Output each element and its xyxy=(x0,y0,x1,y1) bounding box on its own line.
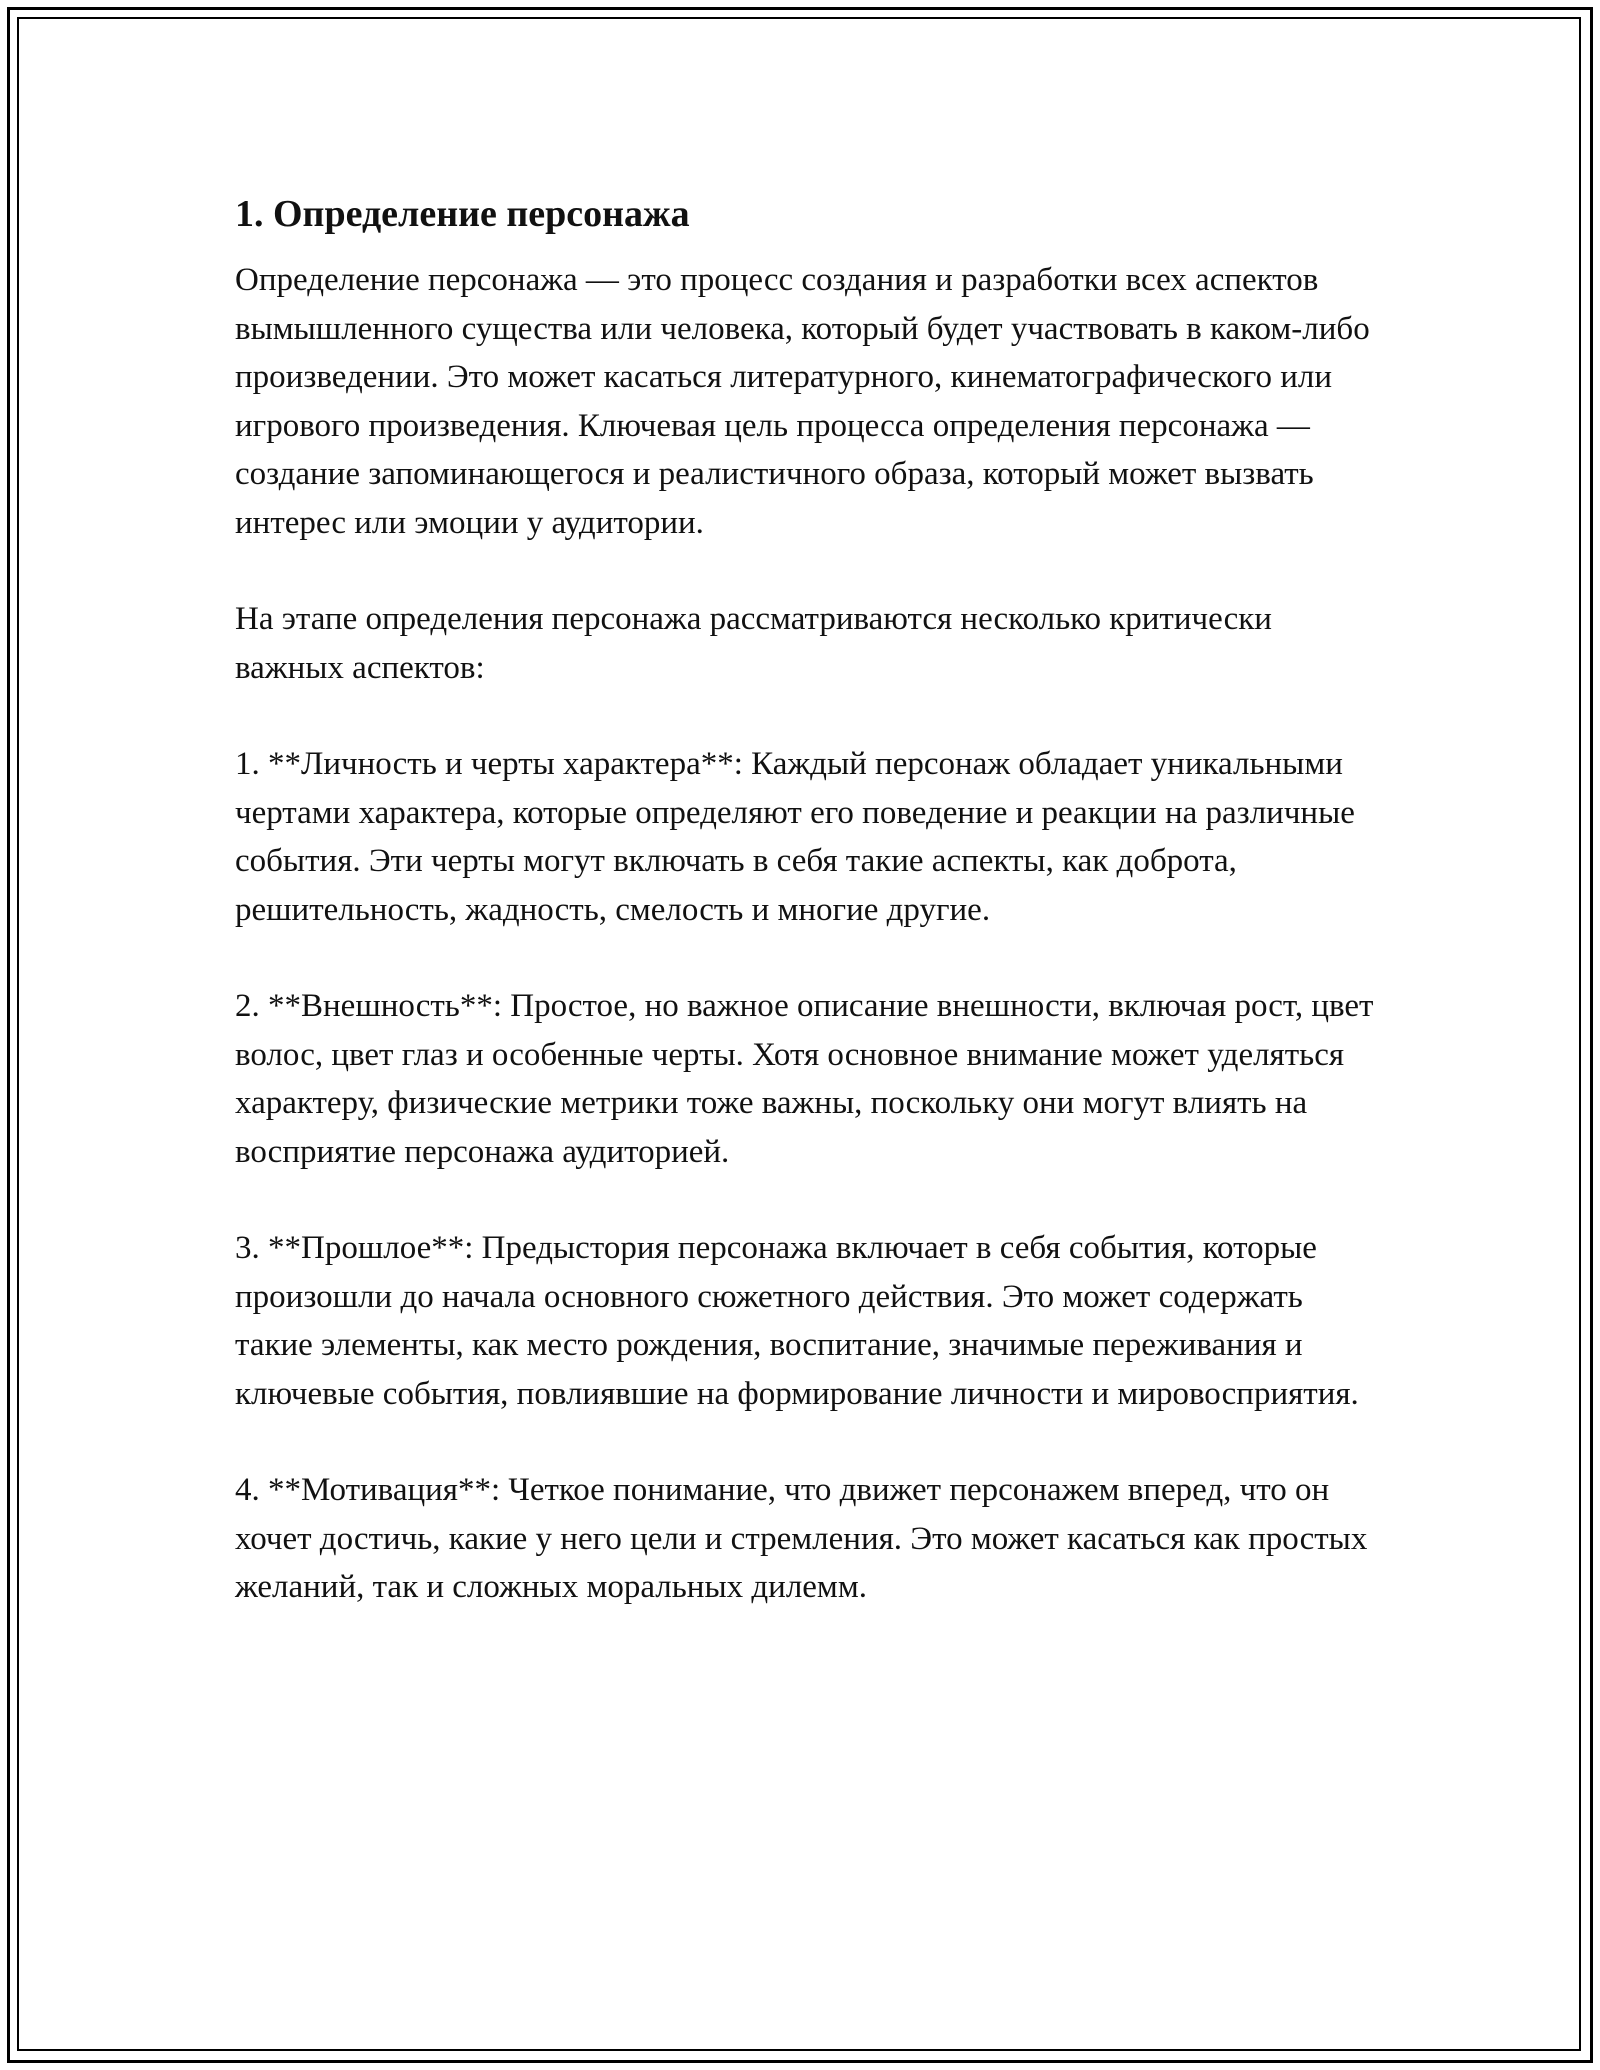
paragraph-personality: 1. **Личность и черты характера**: Каждый персонаж обладает уникальными чертами характера, которые определяют его поведение и реакции на различные события. Эти черты могут включать в себя такие аспекты, как доброта, решительность, жадность, смелость и многие другие. xyxy=(235,746,1355,928)
paragraph-aspects-intro: На этапе определения персонажа рассматриваются несколько критически важных аспектов: xyxy=(235,601,1272,686)
paragraph-backstory: 3. **Прошлое**: Предыстория персонажа включает в себя события, которые произошли до начала основного сюжетного действия. Это может содержать такие элементы, как место рождения, воспитание, значимые переживания и ключевые события, повлиявшие на формирование личности и мировосприятия. xyxy=(235,1230,1359,1412)
paragraph-appearance: 2. **Внешность**: Простое, но важное описание внешности, включая рост, цвет волос, цвет глаз и особенные черты. Хотя основное внимание может уделяться характеру, физические метрики тоже важны, поскольку они могут влиять на восприятие персонажа аудиторией. xyxy=(235,988,1374,1170)
paragraph-motivation: 4. **Мотивация**: Четкое понимание, что движет персонажем вперед, что он хочет достичь, какие у него цели и стремления. Это может касаться как простых желаний, так и сложных моральных дилемм. xyxy=(235,1472,1368,1605)
section-heading: 1. Определение персонажа xyxy=(235,193,690,235)
paragraph-intro: Определение персонажа — это процесс создания и разработки всех аспектов вымышленного существа или человека, который будет участвовать в каком-либо произведении. Это может касаться литературного, кинематографического или игрового произведения. Ключевая цель процесса определения персонажа — создание запоминающегося и реалистичного образа, который может вызвать интерес или эмоции у аудитории. xyxy=(235,262,1370,541)
document-body xyxy=(235,186,1375,1660)
